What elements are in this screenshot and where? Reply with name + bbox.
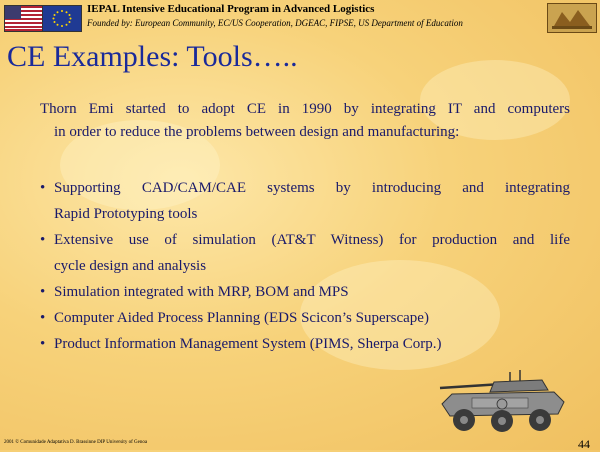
bullet-line: Computer Aided Process Planning (EDS Scicon’s Superscape) — [54, 310, 429, 326]
bullet-item — [40, 305, 570, 331]
bullet-item — [40, 331, 570, 357]
bullet-line: cycle design and analysis — [54, 258, 207, 274]
intro-paragraph — [40, 98, 570, 144]
bullet-line: Product Information Management System (PIMS, Sherpa Corp.) — [54, 336, 442, 352]
intro-line: in order to reduce the problems between design and manufacturing: — [54, 124, 460, 140]
bullet-line: Simulation integrated with MRP, BOM and MPS — [54, 284, 349, 300]
bullet-item — [40, 175, 570, 227]
bullet-line: • Extensive use of simulation (AT&T Witness) for production and life — [54, 232, 570, 248]
org-subtitle: Founded by: European Community, EC/US Cooperation, DGEAC, FIPSE, US Department of Education — [87, 18, 463, 28]
intro-line: Thorn Emi started to adopt CE in 1990 by integrating IT and computers — [40, 101, 570, 117]
bullet-item — [40, 227, 570, 279]
bullet-list — [40, 175, 570, 357]
slide-header — [0, 0, 600, 34]
university-logo-icon — [547, 3, 597, 33]
page-number: 44 — [578, 437, 590, 451]
org-title: IEPAL Intensive Educational Program in Advanced Logistics — [87, 3, 375, 15]
us-flag-icon — [4, 5, 44, 32]
eu-flag-icon — [42, 5, 82, 32]
bullet-item — [40, 279, 570, 305]
footer-copyright: 2001 © Comunidade Adaptativa D. Brassinne DIP University of Genoa — [4, 440, 148, 445]
bullet-line: • Supporting CAD/CAM/CAE systems by introducing and integrating — [54, 180, 570, 196]
bullet-line: Rapid Prototyping tools — [54, 206, 198, 222]
slide-title: CE Examples: Tools….. — [7, 40, 298, 73]
armored-vehicle-icon — [432, 366, 572, 436]
